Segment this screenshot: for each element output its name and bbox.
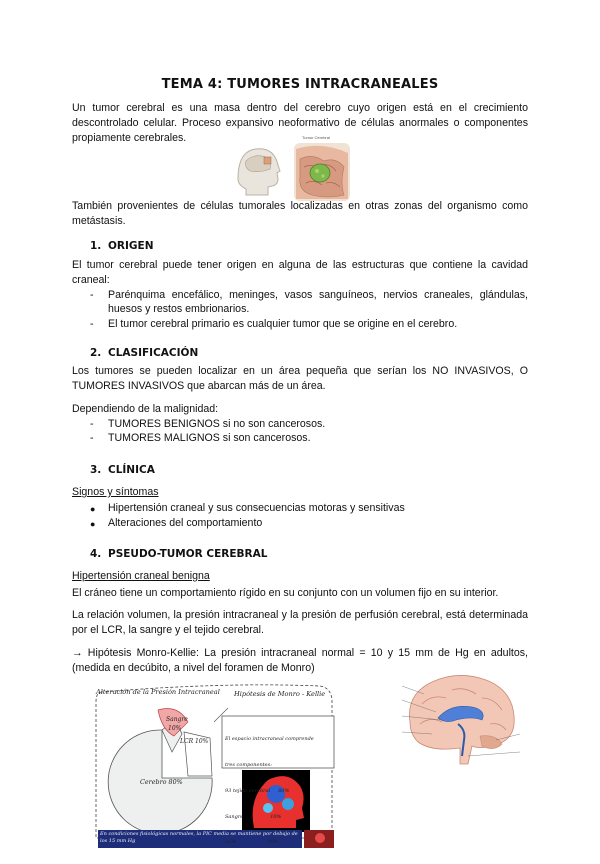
section-number: 2. [90,347,102,359]
bullet-marker: ● [90,519,96,529]
brain-anatomy-illustration [402,664,520,772]
signos-subheading: Signos y síntomas [72,486,159,498]
section-number: 4. [90,548,102,560]
intro-paragraph: Un tumor cerebral es una masa dentro del cerebro cuyo origen está en el crecimiento descontrolado celular. Proceso expansivo neoformativo de células anormales o componentes propiamente cerebrales. [72,102,528,144]
label-sangre: Sangre [166,716,188,723]
list-item: Hipertensión craneal y sus consecuencias motoras y sensitivas [108,502,405,514]
list-item: Parénquima encefálico, meninges, vasos sanguíneos, nervios craneales, glándulas, huesos y restos embrionarios. [108,289,528,315]
tumor-figure [232,135,352,203]
components-line: El espacio intracraneal comprende [225,736,314,743]
craneo-paragraph: El cráneo tiene un comportamiento rígido en su conjunto con un volumen fijo en su interior. [72,587,499,599]
origen-paragraph: El tumor cerebral puede tener origen en alguna de las estructuras que contiene la cavidad craneal: [72,259,528,286]
fig2-bottom-text: En condiciones fisiológicas normales, la PIC media se mantiene por debajo de los 15 mm Hg [100,831,298,844]
dash-marker: - [90,318,94,330]
section-clinica-heading [90,464,155,476]
label-lcr: LCR 10% [180,738,209,745]
tumor-figure-caption: Tumor Cerebral [302,135,330,140]
list-item: TUMORES MALIGNOS si son cancerosos. [108,432,311,444]
components-line: LCR 10% [225,839,279,846]
fig2-title-left: Alteración de la Presión Intracraneal [96,688,220,696]
brain-anatomy-figure [402,664,520,772]
section-number: 1. [90,240,102,252]
section-title: PSEUDO-TUMOR CEREBRAL [108,548,268,560]
monro-kellie-figure [92,678,338,848]
dash-marker: - [90,289,94,301]
section-origen-heading [90,240,154,252]
metastasis-paragraph: También provenientes de células tumorales localizadas en otras zonas del organismo como metástasis. [72,200,528,227]
list-item: Alteraciones del comportamiento [108,517,263,529]
malignidad-paragraph: Dependiendo de la malignidad: [72,403,219,415]
bullet-marker: ● [90,504,96,514]
section-number: 3. [90,464,102,476]
section-title: ORIGEN [108,240,154,252]
list-item: El tumor cerebral primario es cualquier tumor que se origine en el cerebro. [108,318,458,330]
dash-marker: - [90,418,94,430]
fig2-title-right: Hipótesis de Monro - Kellie [234,690,326,698]
components-line: 93 tejido cerebral 80% [225,787,290,794]
section-clasificacion-heading [90,347,198,359]
pct-sangre: 10% [168,725,182,732]
list-item: TUMORES BENIGNOS si no son cancerosos. [108,418,326,430]
section-title: CLASIFICACIÓN [108,347,199,359]
dash-marker: - [90,432,94,444]
document-title: TEMA 4: TUMORES INTRACRANEALES [161,77,439,92]
relacion-paragraph: La relación volumen, la presión intracraneal y la presión de perfusión cerebral, está determinada por el LCR, la sangre y el tejido cerebral. [72,609,528,636]
clasificacion-paragraph: Los tumores se pueden localizar en un área pequeña que serían los NO INVASIVOS, O TUMORES INVASIVOS que abarcan más de un área. [72,365,528,392]
tumor-illustration [232,139,352,203]
monro-kellie-paragraph: → Hipótesis Monro-Kellie: La presión intracraneal normal = 10 y 15 mm de Hg en adultos, (medida en decúbito, a nivel del foramen de Monro) [72,647,528,674]
components-line: tres componentes: [225,761,272,768]
section-pseudotumor-heading [90,548,267,560]
label-cerebro: Cerebro 80% [140,778,183,786]
components-line: Sangre 10% [225,813,282,820]
hipertension-subheading: Hipertensión craneal benigna [72,570,210,582]
section-title: CLÍNICA [108,464,155,476]
